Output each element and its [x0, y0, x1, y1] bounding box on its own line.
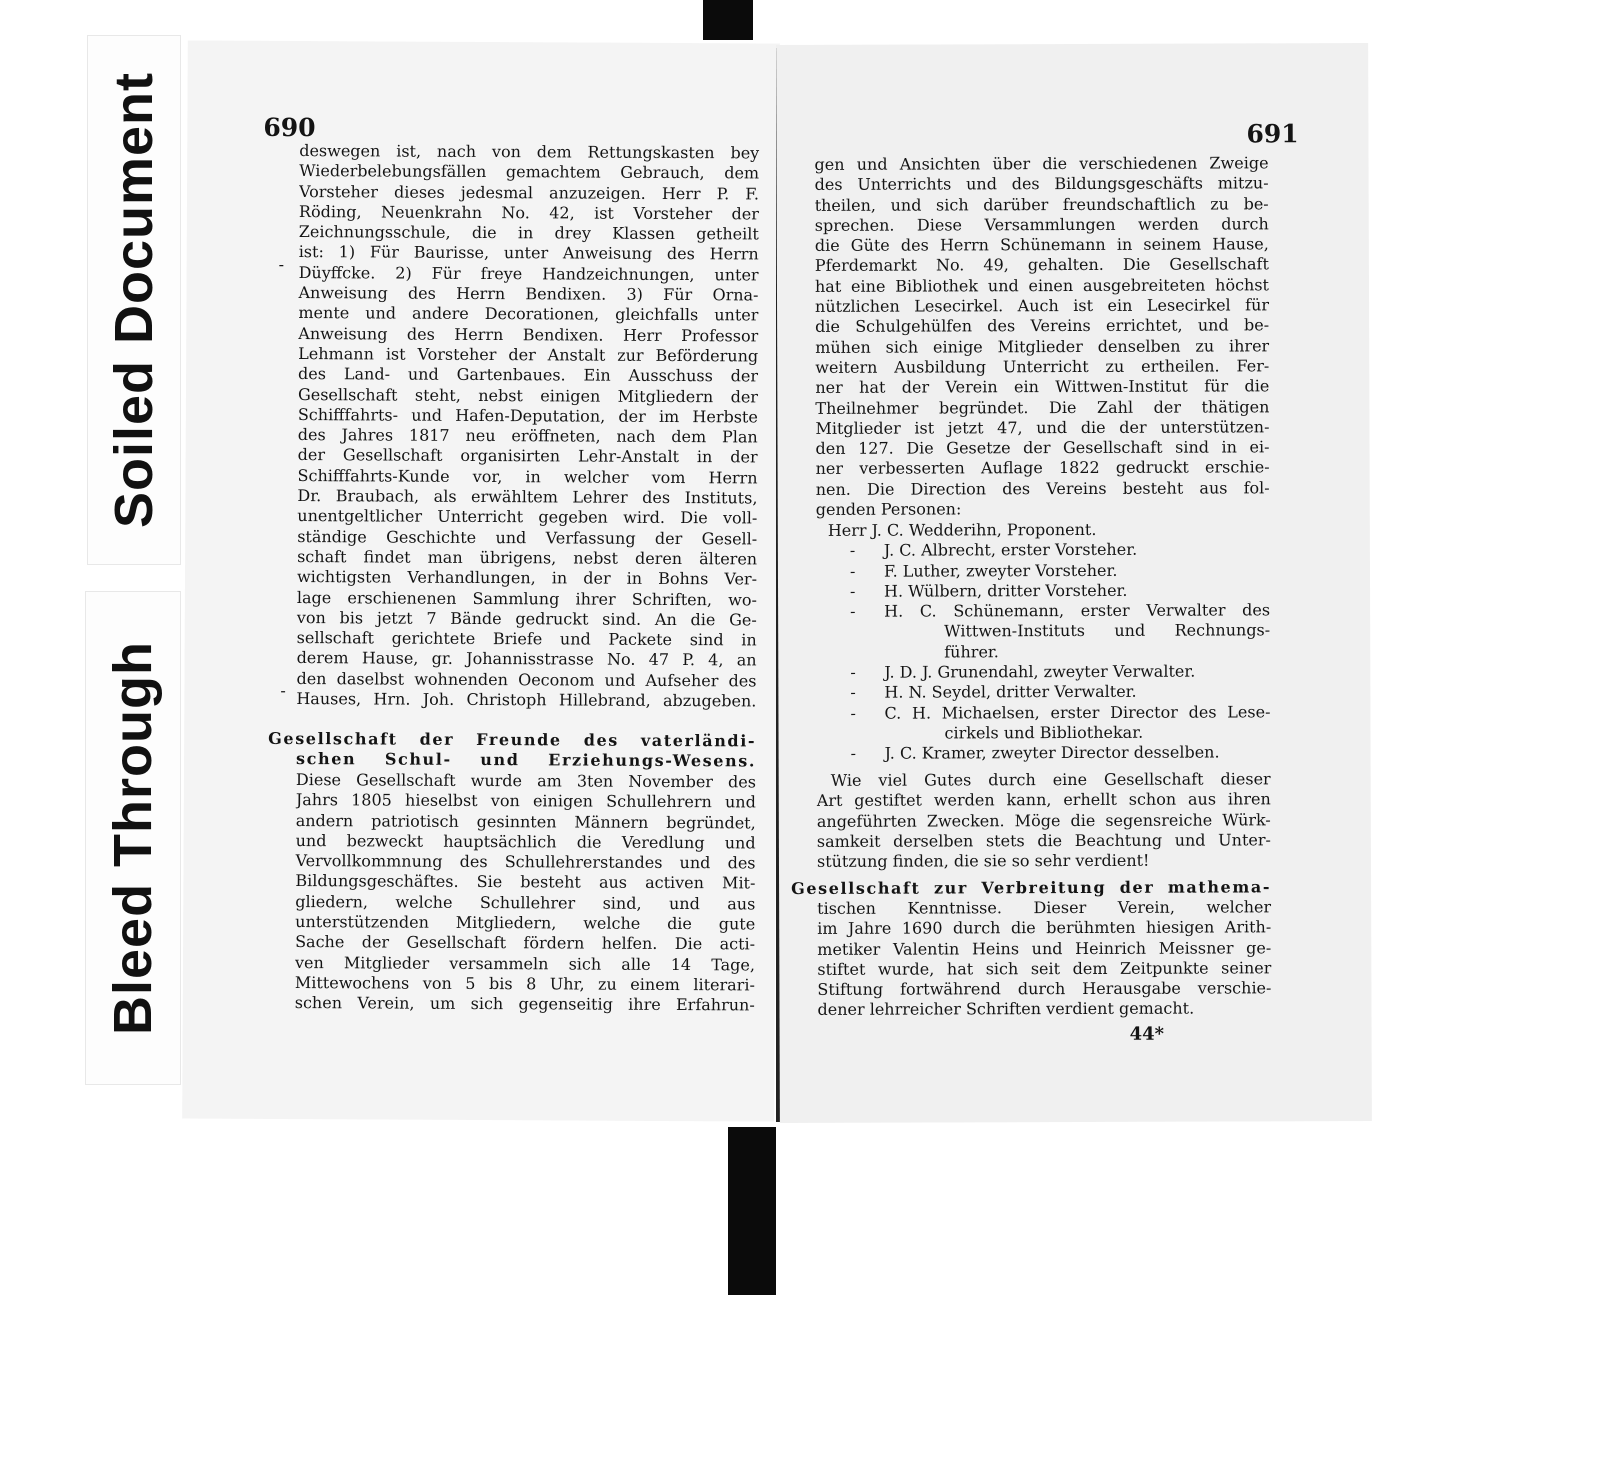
member-name: C. H. Michaelsen, erster Director des Lese-: [884, 701, 1271, 723]
text-line: Wie viel Gutes durch eine Gesellschaft dieser: [830, 769, 1271, 790]
member-name: J. C. Albrecht, erster Vorsteher.: [883, 540, 1138, 560]
list-item: [828, 540, 1270, 562]
soiled-document-label: Soiled Document: [104, 71, 164, 529]
text-line: ständige Geschichte und Verfassung der Gesell-: [297, 526, 758, 549]
list-bullet: -: [850, 601, 856, 621]
text-line: ist: 1) Für Baurisse, unter Anweisung des Herrn: [298, 242, 759, 264]
text-line: im Jahre 1690 durch die berühmten hiesigen Arith-: [817, 917, 1272, 939]
left-paragraph-2: [268, 729, 756, 772]
text-line: stiftet wurde, hat sich seit dem Zeitpunkte seiner: [817, 958, 1272, 979]
list-bullet: -: [850, 703, 856, 723]
text-line: Mitglieder ist jetzt 47, und die der unterstützen-: [815, 417, 1270, 438]
text-line: hat eine Bibliothek und einen ausgebreiteten höchst: [814, 275, 1269, 296]
text-line: stützung finden, die sie so sehr verdient!: [816, 850, 1150, 872]
list-item: [829, 743, 1271, 765]
text-line: den 127. Die Gesetze der Gesellschaft sind in ei-: [815, 437, 1270, 459]
text-line: theilen, und sich darüber freundschaftlich zu be-: [814, 193, 1269, 215]
text-line: den daselbst wohnenden Oeconom und Aufseher des: [296, 668, 757, 691]
text-line: Diese Gesellschaft wurde am 3ten November des: [295, 770, 757, 792]
text-line: ven Mitglieder versammeln sich alle 14 Tage,: [294, 952, 756, 975]
list-item: [828, 580, 1270, 602]
text-line: Schifffahrts- und Hafen-Deputation, der im Herbste: [297, 404, 758, 427]
text-line: mühen sich einige Mitglieder denselben zu ihrer: [815, 335, 1270, 357]
list-item: [828, 641, 1270, 663]
list-bullet: -: [849, 541, 856, 561]
text-line: schaft findet man übrigens, nebst deren älteren: [297, 546, 758, 569]
text-line: Stiftung fortwährend durch Herausgabe verschie-: [817, 978, 1272, 1000]
list-bullet: -: [850, 683, 856, 703]
text-line: Düyffcke. 2) Für freye Handzeichnungen, unter: [298, 262, 759, 285]
text-line: Theilnehmer begründet. Die Zahl der thätigen: [815, 396, 1270, 418]
list-item: [828, 682, 1270, 704]
list-item: [828, 560, 1270, 582]
text-line: des Unterrichts und des Bildungsgeschäfts mitzu-: [814, 173, 1269, 195]
list-bullet: -: [849, 581, 856, 601]
text-line: die Güte des Herrn Schünemann in seinem Hause,: [814, 234, 1269, 256]
text-line: Röding, Neuenkrahn No. 42, ist Vorsteher der: [298, 201, 759, 224]
text-line: sprechen. Diese Versammlungen werden durch: [814, 214, 1269, 235]
list-bullet: -: [849, 561, 856, 581]
text-line: Sache der Gesellschaft fördern helfen. Die acti-: [295, 932, 756, 954]
text-line: samkeit derselben stets die Beachtung und Unter-: [816, 830, 1271, 851]
text-line: andern patriotisch gesinnten Männern begründet,: [295, 810, 756, 833]
section-heading: Gesellschaft der Freunde des vaterländi-: [268, 728, 757, 751]
text-line: die Schulgehülfen des Vereins errichtet, und be-: [815, 315, 1270, 337]
text-line: Zeichnungsschule, die in drey Klassen getheilt: [298, 222, 759, 244]
text-line: ner verbesserten Auflage 1822 gedruckt erschie-: [815, 457, 1270, 479]
list-bullet: -: [850, 744, 857, 764]
left-page: [182, 40, 780, 1121]
text-line: schen Verein, um sich gegenseitig ihre Erfahrun-: [294, 993, 755, 1015]
member-name: cirkels und Bibliothekar.: [944, 722, 1144, 743]
left-paragraph-1: [296, 141, 759, 712]
text-line: wichtigsten Verhandlungen, in der in Bohns Ver-: [296, 567, 758, 589]
text-line: derem Hause, gr. Johannisstrasse No. 47 P. 4, an: [296, 648, 757, 670]
text-line: Lehmann ist Vorsteher der Anstalt zur Beförderung: [298, 344, 759, 366]
text-line: Jahrs 1805 hieselbst von einigen Schullehrern und: [295, 790, 756, 812]
right-paragraph-3-body: [817, 897, 1271, 1020]
section-heading: schen Schul- und Erziehungs-Wesens.: [296, 749, 757, 771]
margin-mark: -: [280, 680, 286, 700]
text-line: angeführten Zwecken. Möge die segensreiche Würk-: [816, 809, 1271, 831]
text-line: lage erschienenen Sammlung ihrer Schriften, wo-: [296, 587, 757, 609]
right-page-number: 691: [1246, 119, 1299, 149]
text-line: unentgeltlicher Unterricht gegeben wird. Die voll-: [297, 506, 758, 528]
text-line: metiker Valentin Heins und Heinrich Meissner ge-: [817, 937, 1272, 959]
text-line: weitern Ausbildung Unterricht zu ertheilen. Fer-: [815, 356, 1270, 377]
text-line: Gesellschaft steht, nebst einigen Mitgliedern der: [297, 384, 759, 407]
member-name: J. D. J. Grunendahl, zweyter Verwalter.: [884, 661, 1196, 682]
text-line: gliedern, welche Schullehrer sind, und aus: [295, 891, 756, 914]
member-name: H. C. Schünemann, erster Verwalter des: [884, 600, 1271, 621]
right-paragraph-1: [815, 153, 1270, 520]
left-paragraph-2-body: [295, 770, 756, 1016]
bleed-through-stamp: [86, 592, 180, 1084]
text-line: tischen Kenntnisse. Dieser Verein, welcher: [817, 897, 1272, 918]
list-item: [828, 722, 1270, 744]
text-line: Wiederbelebungsfällen gemachtem Gebrauch, dem: [299, 161, 760, 183]
right-paragraph-2: [817, 769, 1271, 872]
text-line: Mittewochens von 5 bis 8 Uhr, zu einem literari-: [294, 972, 755, 995]
member-name: J. C. Kramer, zweyter Director desselben.: [884, 742, 1220, 763]
text-line: der Gesellschaft organisirten Lehr-Anstalt in der: [297, 445, 758, 467]
text-line: Vorsteher dieses jedesmal anzuzeigen. Herr P. F.: [298, 181, 760, 204]
binding-strip-bottom: [728, 1127, 776, 1295]
member-name: führer.: [944, 642, 999, 662]
text-line: des Land- und Gartenbaues. Ein Ausschuss der: [298, 364, 759, 386]
text-line: nützlichen Lesecirkel. Auch ist ein Lesecirkel für: [815, 295, 1270, 316]
list-item: [828, 519, 1270, 541]
list-item: [828, 601, 1270, 623]
section-heading: Gesellschaft zur Verbreitung der mathema-: [791, 877, 1272, 898]
member-name: H. N. Seydel, dritter Verwalter.: [884, 682, 1137, 703]
text-line: genden Personen:: [815, 499, 962, 519]
list-item: [828, 661, 1270, 683]
text-line: von bis jetzt 7 Bände gedruckt sind. An die Ge-: [296, 607, 757, 630]
text-line: und bezweckt hauptsächlich die Veredlung und: [295, 830, 756, 853]
member-name: F. Luther, zweyter Vorsteher.: [883, 560, 1118, 581]
binding-strip-top: [703, 0, 753, 40]
text-line: Schifffahrts-Kunde vor, in welcher vom Herrn: [297, 465, 758, 488]
text-line: ner hat der Verein ein Wittwen-Institut für die: [815, 376, 1270, 398]
text-line: Dr. Braubach, als erwähltem Lehrer des Instituts,: [297, 486, 758, 508]
text-line: Bildungsgeschäftes. Sie besteht aus activen Mit-: [295, 871, 756, 893]
text-line: unterstützenden Mitgliedern, welche die gute: [295, 912, 756, 934]
soiled-document-stamp: [88, 36, 180, 564]
list-item: [828, 702, 1270, 724]
text-line: mente und andere Decorationen, gleichfalls unter: [298, 303, 759, 325]
text-line: Hauses, Hrn. Joh. Christoph Hillebrand, abzugeben.: [296, 689, 757, 711]
text-line: nen. Die Direction des Vereins besteht aus fol-: [815, 478, 1270, 499]
text-line: Art gestiftet werden kann, erhellt schon aus ihren: [816, 789, 1271, 811]
text-line: des Jahres 1817 neu eröffneten, nach dem Plan: [297, 425, 758, 447]
text-line: Anweisung des Herrn Bendixen. 3) Für Orna-: [298, 283, 759, 305]
member-name: Herr J. C. Wedderihn, Proponent.: [827, 519, 1097, 540]
bleed-through-label: Bleed Through: [103, 641, 163, 1035]
text-line: Vervollkommnung des Schullehrerstandes und des: [295, 851, 756, 873]
text-line: gen und Ansichten über die verschiedenen Zweige: [814, 153, 1269, 174]
text-line: deswegen ist, nach von dem Rettungskasten bey: [299, 141, 760, 163]
direction-members-list: [828, 519, 1271, 764]
list-item: [828, 621, 1270, 643]
left-page-number: 690: [263, 112, 316, 143]
text-line: dener lehrreicher Schriften verdient gemacht.: [817, 999, 1195, 1020]
text-line: sellschaft gerichtete Briefe und Packete sind in: [296, 628, 757, 650]
right-page: [776, 43, 1372, 1123]
margin-mark: -: [278, 254, 285, 274]
right-paragraph-3: [791, 877, 1271, 899]
text-line: Pferdemarkt No. 49, gehalten. Die Gesellschaft: [814, 254, 1269, 276]
list-bullet: -: [850, 662, 856, 682]
signature-mark: 44*: [1129, 1023, 1165, 1045]
text-line: Anweisung des Herrn Bendixen. Herr Professor: [298, 323, 759, 346]
member-name: H. Wülbern, dritter Vorsteher.: [883, 580, 1128, 601]
member-name: Wittwen-Instituts und Rechnungs-: [944, 620, 1271, 641]
